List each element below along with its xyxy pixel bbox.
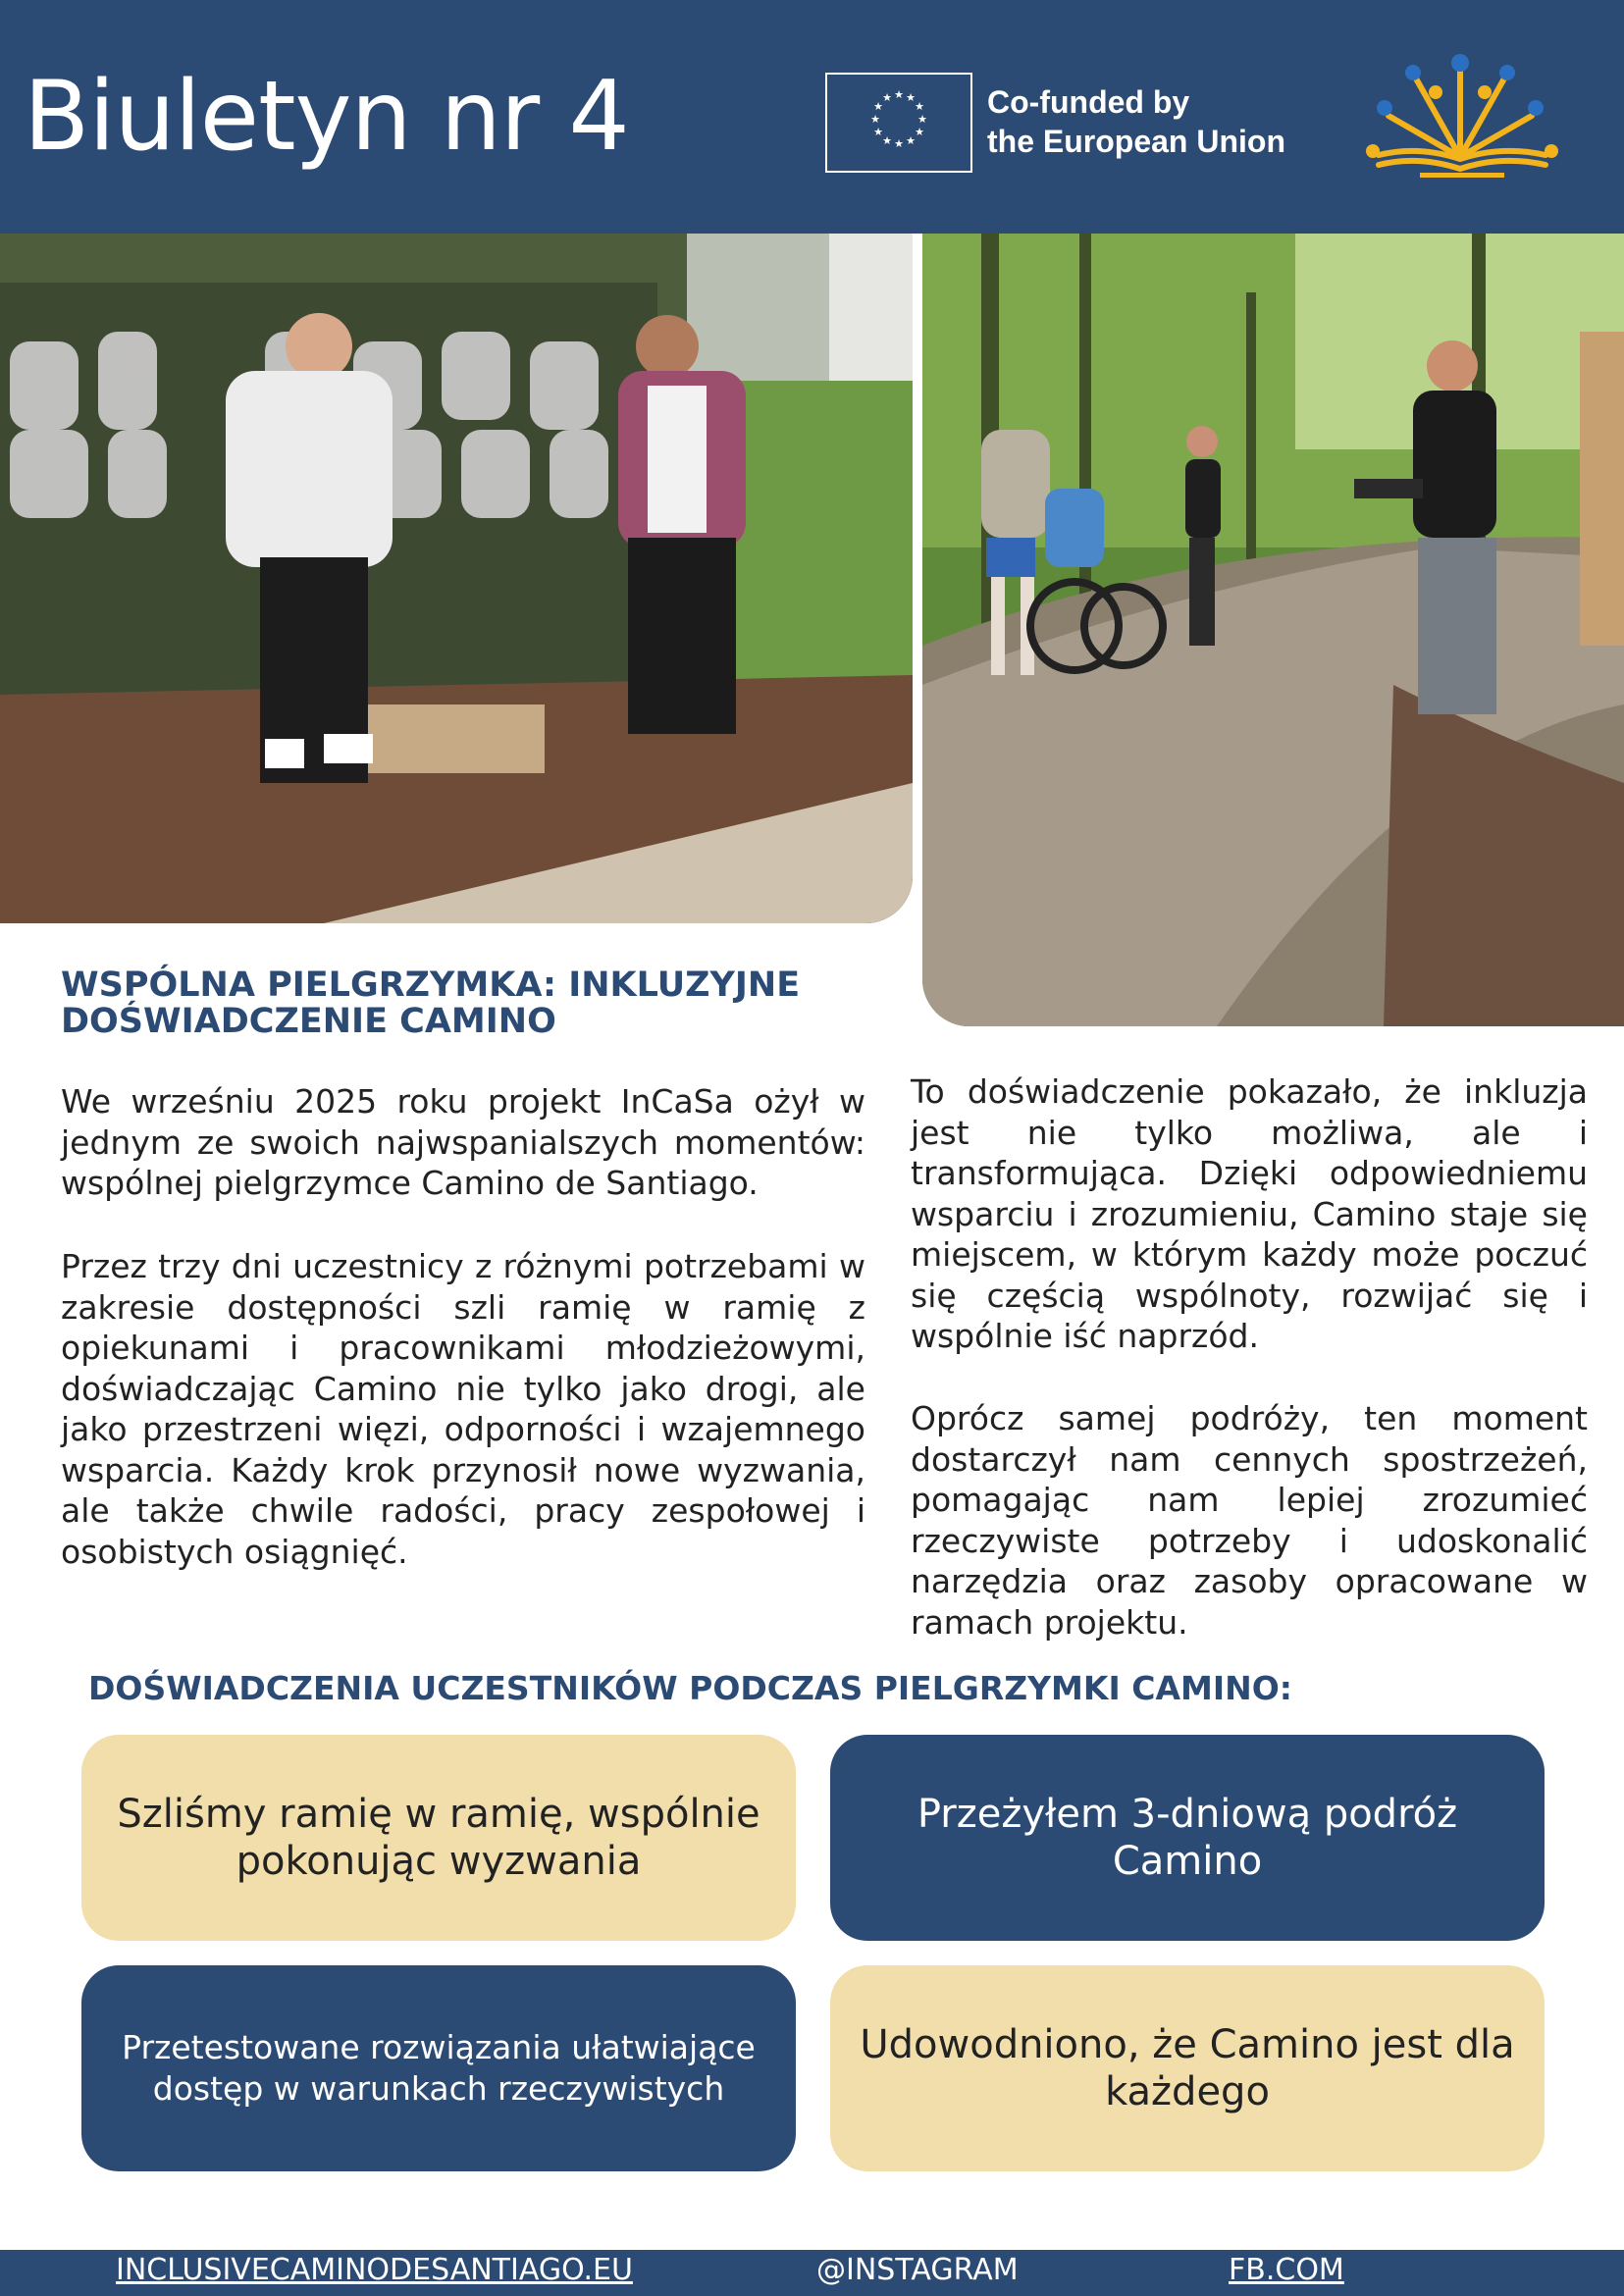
eu-funding-line1: Co-funded by [987, 84, 1190, 120]
experiences-heading: DOŚWIADCZENIA UCZESTNIKÓW PODCZAS PIELGRZYMKI CAMINO: [88, 1669, 1292, 1707]
eu-funding-label [987, 82, 1285, 161]
experience-card-for-everyone [830, 1965, 1545, 2171]
eu-funding-line2: the European Union [987, 124, 1285, 159]
svg-text:★: ★ [873, 126, 883, 138]
svg-text:★: ★ [873, 100, 883, 113]
svg-text:★: ★ [915, 126, 924, 138]
svg-text:★: ★ [882, 134, 892, 147]
svg-text:★: ★ [894, 137, 904, 150]
footer-bar [0, 2250, 1624, 2296]
article-paragraph-4: Oprócz samej podróży, ten moment dostarczył nam cennych spostrzeżeń, pomagając nam lepiej zrozumieć rzeczywiste potrzeby i udoskonalić narzędzia oraz zasoby opracowane w ramach projektu. [911, 1399, 1588, 1642]
incasa-logo-icon [1359, 49, 1565, 186]
svg-text:★: ★ [870, 113, 880, 126]
svg-text:★: ★ [894, 88, 904, 101]
header-banner [0, 0, 1624, 234]
experience-card-text: Przetestowane rozwiązania ułatwiające dostęp w warunkach rzeczywistych [122, 2028, 756, 2108]
svg-text:★: ★ [917, 113, 927, 126]
svg-text:★: ★ [882, 91, 892, 104]
photo-pilgrims-at-sign [0, 234, 913, 923]
svg-text:★: ★ [906, 134, 916, 147]
article-paragraph-2: Przez trzy dni uczestnicy z różnymi potrzebami w zakresie dostępności szli ramię w ramię z opiekunami i pracownikami młodzieżowymi, doświadczając Camino nie tylko jako drogi, ale jako przestrzeni więzi, odporności i wzajemnego wsparcia. Każdy krok przynosił nowe wyzwania, ale także chwile radości, pracy zespołowej i osobistych osiągnięć. [61, 1247, 865, 1571]
article-paragraph-3: To doświadczenie pokazało, że inkluzja jest nie tylko możliwa, ale i transformująca. Dzięki odpowiedniemu wsparciu i zrozumieniu, Camino staje się miejscem, w którym każdy może poczuć się częścią wspólnoty, rozwijać się i wspólnie iść naprzód. [911, 1072, 1588, 1355]
experience-card-text: Przeżyłem 3-dniową podróż Camino [917, 1792, 1458, 1884]
photo-forest-path-wheelchair [922, 234, 1624, 1026]
experience-card-text: Szliśmy ramię w ramię, wspólnie pokonując wyzwania [117, 1792, 760, 1884]
footer-facebook-link[interactable]: FB.COM [1229, 2253, 1344, 2287]
experience-card-text: Udowodniono, że Camino jest dla każdego [860, 2022, 1515, 2114]
svg-text:★: ★ [915, 100, 924, 113]
footer-instagram-link[interactable]: @INSTAGRAM [816, 2253, 1019, 2287]
experience-card-walked-together [81, 1735, 796, 1941]
experience-card-3-day-journey [830, 1735, 1545, 1941]
eu-flag-icon [825, 73, 972, 173]
page-title: Biuletyn nr 4 [24, 61, 629, 173]
footer-website-link[interactable]: INCLUSIVECAMINODESANTIAGO.EU [116, 2253, 633, 2287]
experience-card-tested-solutions [81, 1965, 796, 2171]
article-paragraph-1: We wrześniu 2025 roku projekt InCaSa ożył w jednym ze swoich najwspanialszych momentów: wspólnej pielgrzymce Camino de Santiago. [61, 1082, 865, 1202]
svg-text:★: ★ [906, 91, 916, 104]
article-heading: WSPÓLNA PIELGRZYMKA: INKLUZYJNE DOŚWIADCZENIE CAMINO [61, 965, 801, 1041]
